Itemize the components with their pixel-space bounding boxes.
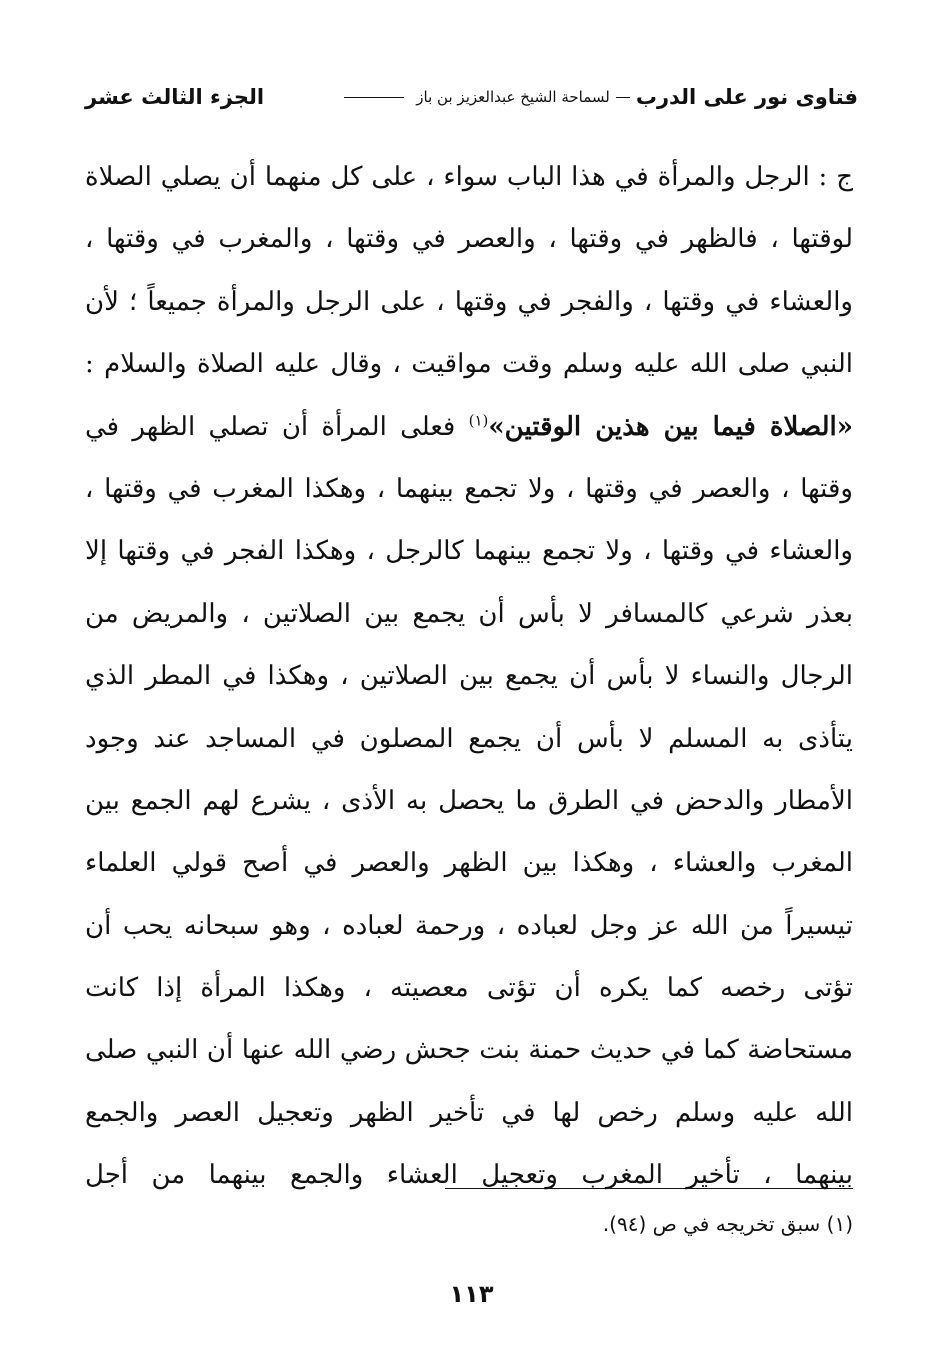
body-line: الأمطار والدحض في الطرق ما يحصل به الأذى ، يشرع لهم الجمع بين — [85, 785, 853, 816]
footnote: (١) سبق تخريجه في ص (٩٤). — [602, 1212, 853, 1236]
header-right-group — [338, 85, 858, 109]
body-line: مستحاضة كما في حديث حمنة بنت جحش رضي الله عنها أن النبي صلى — [85, 1035, 853, 1066]
body-line: والعشاء في وقتها ، والفجر في وقتها ، على الرجل والمرأة جميعاً ؛ لأن — [85, 286, 853, 317]
footnote-separator — [445, 1188, 853, 1189]
header-book-title: فتاوى نور على الدرب — [635, 85, 858, 109]
body-line: الله عليه وسلم رخص لها في تأخير الظهر وتعجيل العصر والجمع — [85, 1097, 853, 1128]
body-line: لوقتها ، فالظهر في وقتها ، والعصر في وقتها ، والمغرب في وقتها ، — [85, 224, 853, 255]
hadith-quote: «الصلاة فيما بين هذين الوقتين» — [488, 411, 853, 442]
running-header — [85, 80, 858, 114]
body-line: النبي صلى الله عليه وسلم وقت مواقيت ، وقال عليه الصلاة والسلام : — [85, 349, 853, 380]
body-line: الرجال والنساء لا بأس أن يجمع بين الصلاتين ، وهكذا في المطر الذي — [85, 661, 853, 692]
footnote-reference: (١) — [468, 410, 489, 429]
body-line: ج : الرجل والمرأة في هذا الباب سواء ، على كل منهما أن يصلي الصلاة — [85, 162, 853, 192]
body-line: تؤتى رخصه كما يكره أن تؤتى معصيته ، وهكذا المرأة إذا كانت — [85, 973, 853, 1004]
body-line-hadith — [85, 396, 853, 458]
body-line: والعشاء في وقتها ، ولا تجمع بينهما كالرجل ، وهكذا الفجر في وقتها إلا — [85, 536, 853, 567]
page-number: ١١٣ — [449, 1280, 494, 1308]
body-line: بينهما ، تأخير المغرب وتعجيل العشاء والجمع بينهما من أجل — [85, 1160, 853, 1191]
body-line: يتأذى به المسلم لا بأس أن يجمع المصلون في المساجد عند وجود — [85, 723, 853, 754]
header-author: لسماحة الشيخ عبدالعزيز بن باز — [416, 88, 610, 106]
body-line: وقتها ، والعصر في وقتها ، ولا تجمع بينهما ، وهكذا المغرب في وقتها ، — [85, 473, 853, 504]
body-line: المغرب والعشاء ، وهكذا بين الظهر والعصر في أصح قولي العلماء — [85, 848, 853, 879]
body-line: بعذر شرعي كالمسافر لا بأس أن يجمع بين الصلاتين ، والمريض من — [85, 598, 853, 629]
body-line-rest: فعلى المرأة أن تصلي الظهر في — [85, 411, 469, 442]
header-volume: الجزء الثالث عشر — [85, 85, 265, 109]
body-text — [85, 146, 853, 1207]
body-line: تيسيراً من الله عز وجل لعباده ، ورحمة لعباده ، وهو سبحانه يحب أن — [85, 910, 853, 941]
header-rule — [344, 97, 404, 98]
header-dash — [616, 97, 630, 98]
